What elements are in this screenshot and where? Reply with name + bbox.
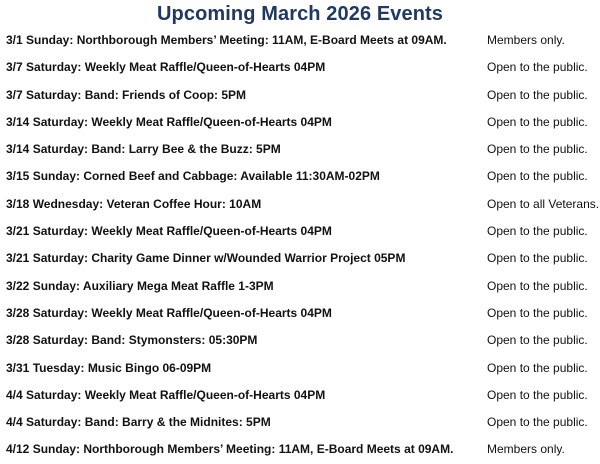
event-description: 3/22 Sunday: Auxiliary Mega Meat Raffle 1-3PM (6, 278, 274, 293)
event-description: 3/18 Wednesday: Veteran Coffee Hour: 10AM (6, 196, 262, 211)
event-description: 4/12 Sunday: Northborough Members’ Meeting: 11AM, E-Board Meets at 09AM. (6, 442, 454, 457)
event-row (0, 327, 600, 354)
event-row (0, 191, 600, 218)
event-description: 3/28 Saturday: Band: Stymonsters: 05:30PM (6, 333, 258, 348)
event-access: Open to the public. (487, 387, 588, 402)
event-row (0, 27, 600, 54)
event-row (0, 273, 600, 300)
event-access: Open to the public. (487, 278, 588, 293)
event-description: 3/7 Saturday: Band: Friends of Coop: 5PM (6, 87, 247, 102)
event-row (0, 82, 600, 109)
event-access: Members only. (487, 33, 565, 47)
event-row (0, 218, 600, 245)
event-row (0, 382, 600, 409)
event-access: Open to the public. (487, 114, 588, 129)
event-access: Open to the public. (487, 60, 588, 75)
event-description: 3/14 Saturday: Weekly Meat Raffle/Queen-of-Hearts 04PM (6, 114, 332, 129)
event-row (0, 355, 600, 382)
event-row (0, 409, 600, 436)
page-title: Upcoming March 2026 Events (156, 3, 444, 25)
event-access: Open to the public. (487, 305, 588, 320)
event-access: Open to the public. (487, 333, 588, 348)
event-access: Open to the public. (487, 169, 588, 184)
event-access: Open to the public. (487, 360, 588, 375)
event-access: Open to the public. (487, 415, 588, 430)
event-row (0, 300, 600, 327)
event-description: 4/4 Saturday: Band: Barry & the Midnites: 5PM (6, 415, 271, 430)
event-description: 4/4 Saturday: Weekly Meat Raffle/Queen-of-Hearts 04PM (6, 387, 326, 402)
event-description: 3/28 Saturday: Weekly Meat Raffle/Queen-of-Hearts 04PM (6, 305, 332, 320)
event-access: Open to the public. (487, 251, 588, 266)
event-row (0, 245, 600, 272)
event-access: Open to the public. (487, 224, 588, 239)
event-row (0, 436, 600, 463)
event-description: 3/7 Saturday: Weekly Meat Raffle/Queen-of-Hearts 04PM (6, 60, 326, 75)
event-description: 3/31 Tuesday: Music Bingo 06-09PM (6, 360, 212, 375)
event-description: 3/15 Sunday: Corned Beef and Cabbage: Available 11:30AM-02PM (6, 169, 380, 184)
event-access: Open to the public. (487, 142, 588, 157)
event-access: Members only. (487, 442, 565, 457)
event-list (0, 27, 600, 464)
event-description: 3/14 Saturday: Band: Larry Bee & the Buzz: 5PM (6, 142, 281, 157)
event-access: Open to all Veterans. (487, 196, 600, 211)
event-row (0, 163, 600, 190)
event-row (0, 54, 600, 81)
event-access: Open to the public. (487, 87, 588, 102)
event-description: 3/21 Saturday: Weekly Meat Raffle/Queen-of-Hearts 04PM (6, 224, 332, 239)
event-description: 3/21 Saturday: Charity Game Dinner w/Wounded Warrior Project 05PM (6, 251, 406, 266)
event-row (0, 109, 600, 136)
event-row (0, 136, 600, 163)
event-description: 3/1 Sunday: Northborough Members’ Meeting: 11AM, E-Board Meets at 09AM. (6, 33, 447, 47)
